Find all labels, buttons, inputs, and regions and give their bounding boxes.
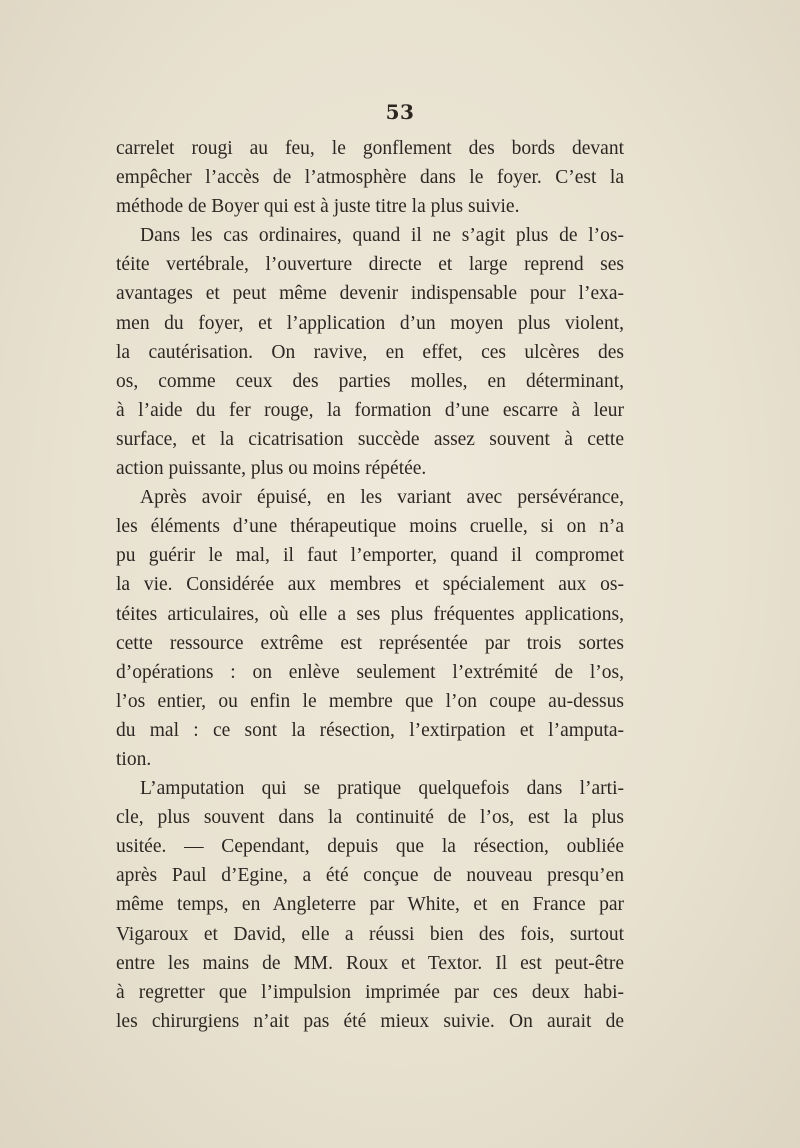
text-line: téites articulaires, où elle a ses plus fréquentes applications, (116, 603, 624, 625)
text-line: usitée. — Cependant, depuis que la résection, oubliée (116, 836, 624, 858)
text-line: men du foyer, et l’application d’un moyen plus violent, (116, 312, 624, 334)
text-line: os, comme ceux des parties molles, en déterminant, (116, 370, 624, 392)
text-line: d’opérations : on enlève seulement l’extrémité de l’os, (116, 661, 624, 683)
text-line: la vie. Considérée aux membres et spécialement aux os- (116, 574, 624, 596)
text-line: cle, plus souvent dans la continuité de l’os, est la plus (116, 807, 624, 829)
text-line: du mal : ce sont la résection, l’extirpation et l’amputa- (116, 719, 624, 741)
text-line: carrelet rougi au feu, le gonflement des bords devant (116, 138, 624, 159)
text-line: surface, et la cicatrisation succède assez souvent à cette (116, 428, 624, 450)
text-line: L’amputation qui se pratique quelquefois dans l’arti- (140, 778, 624, 800)
text-line: tion. (116, 748, 152, 770)
text-line: Après avoir épuisé, en les variant avec persévérance, (140, 487, 624, 509)
text-line: même temps, en Angleterre par White, et en France par (116, 894, 624, 916)
text-line: avantages et peut même devenir indispensable pour l’exa- (116, 283, 624, 305)
text-line: les éléments d’une thérapeutique moins cruelle, si on n’a (116, 516, 624, 538)
text-line: l’os entier, ou enfin le membre que l’on coupe au-dessus (116, 690, 624, 712)
text-line: Dans les cas ordinaires, quand il ne s’agit plus de l’os- (140, 225, 624, 247)
text-line: empêcher l’accès de l’atmosphère dans le foyer. C’est la (116, 167, 624, 189)
text-line: à l’aide du fer rouge, la formation d’une escarre à leur (116, 399, 624, 421)
text-line: les chirurgiens n’ait pas été mieux suivie. On aurait de (116, 1010, 624, 1032)
text-line: Vigaroux et David, elle a réussi bien des fois, surtout (116, 923, 624, 945)
text-line: téite vertébrale, l’ouverture directe et large reprend ses (116, 254, 624, 276)
page-number: 53 (385, 100, 415, 124)
text-line: après Paul d’Egine, a été conçue de nouveau presqu’en (116, 865, 624, 887)
text-line: la cautérisation. On ravive, en effet, ces ulcères des (116, 341, 624, 363)
text-line: à regretter que l’impulsion imprimée par ces deux habi- (116, 981, 624, 1003)
text-line: cette ressource extrême est représentée par trois sortes (116, 632, 624, 654)
text-line: action puissante, plus ou moins répétée. (116, 458, 427, 480)
body-text (116, 134, 624, 1036)
text-line: méthode de Boyer qui est à juste titre la plus suivie. (116, 196, 520, 218)
text-line: entre les mains de MM. Roux et Textor. Il est peut-être (116, 952, 624, 974)
text-line: pu guérir le mal, il faut l’emporter, quand il compromet (116, 545, 624, 567)
